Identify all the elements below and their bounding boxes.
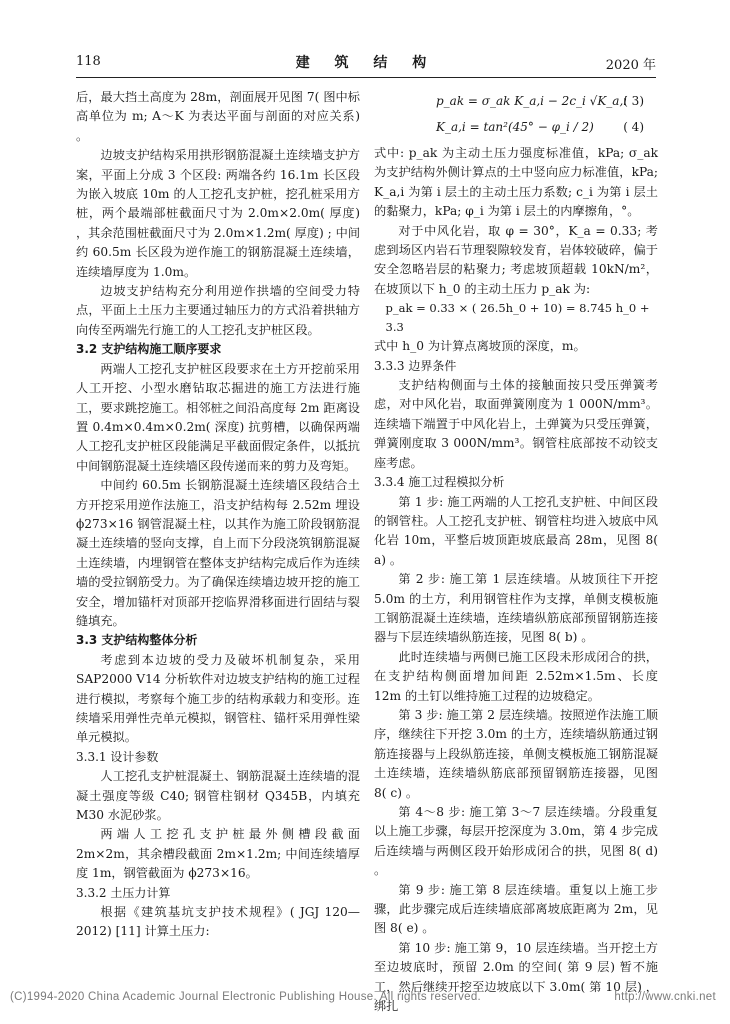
paragraph: 第 2 步: 施工第 1 层连续墙。从坡顶往下开挖 5.0m 的土方，利用钢管柱作为支撑，单侧支模板施工钢筋混凝土连续墙，连续墙纵筋底部预留钢筋连接器与下层连续墙纵筋连接，见图 8( b) 。: [374, 572, 658, 645]
page-footer: [10, 991, 720, 1003]
inline-formula: p_ak = 0.33 × ( 26.5h_0 + 10) = 8.745 h_0 + 3.3: [385, 301, 650, 335]
paragraph: 两端人工挖孔支护桩区段要求在土方开挖前采用人工开挖、小型水磨钻取芯掘进的施工方法进行施工，要求跳挖施工。相邻桩之间沿高度每 2m 距离设置 0.4m×0.4m×0.2m( 深度) 抗剪槽，以确保两端人工挖孔支护桩区段能满足平截面假定条件，以抵抗中间钢筋混凝土连续墙区段传递而来的剪力及弯矩。: [76, 361, 360, 473]
equation-4-expression: K_a,i = tan²(45° − φ_i / 2): [436, 120, 594, 134]
section-heading: 3.3 支护结构整体分析: [76, 633, 198, 648]
paragraph: 第 3 步: 施工第 2 层连续墙。按照逆作法施工顺序，继续往下开挖 3.0m 的土方，连续墙纵筋通过钢筋连接器与上段纵筋连接，单侧支模板施工钢筋混凝土连续墙，连续墙纵筋底部预留钢筋连接器，见图 8( c) 。: [374, 707, 658, 800]
paragraph: 此时连续墙与两侧已施工区段未形成闭合的拱，在支护结构侧面增加间距 2.52m×1.5m、长度 12m 的土钉以维持施工过程的边坡稳定。: [374, 649, 658, 703]
subsection-heading: 3.3.3 边界条件: [374, 358, 457, 373]
paragraph: 考虑到本边坡的受力及破坏机制复杂，采用 SAP2000 V14 分析软件对边坡支护结构的施工过程进行模拟，考察每个施工步的结构承载力和变形。连续墙采用弹性壳单元模拟，钢管柱、锚杆采用弹性梁单元模拟。: [76, 652, 360, 745]
equation-3-expression: p_ak = σ_ak K_a,i − 2c_i √K_a,i: [436, 94, 628, 108]
paragraph: 式中 h_0 为计算点离坡顶的深度，m。: [374, 339, 586, 354]
left-column: [76, 88, 360, 942]
header-rule: [76, 77, 656, 78]
copyright-notice: (C)1994-2020 China Academic Journal Electronic Publishing House. All rights reserved.: [10, 991, 482, 1003]
paragraph: 两端人工挖孔支护桩最外侧槽段截面 2m×2m，其余槽段截面 2m×1.2m; 中间连续墙厚度 1m，钢管截面为 ϕ273×16。: [76, 827, 360, 881]
paragraph: 边坡支护结构采用拱形钢筋混凝土连续墙支护方案，平面上分成 3 个区段: 两端各约 16.1m 长区段为嵌入坡底 10m 的人工挖孔支护桩，挖孔桩采用方桩，两个最端部桩截面尺寸为 2.0m×2.0m( 厚度) ，其余范围桩截面尺寸为 2.0m×1.2m( 厚度) ; 中间约 60.5m 长区段为逆作施工的钢筋混凝土连续墙，连续墙厚度为 1.0m。: [76, 148, 361, 279]
equation-3: [374, 88, 658, 114]
section-heading: 3.2 支护结构施工顺序要求: [76, 342, 222, 357]
paragraph: 根据《建筑基坑支护技术规程》( JGJ 120—2012) [11] 计算土压力:: [76, 905, 360, 939]
journal-title: 建 筑 结 构: [295, 55, 437, 71]
paragraph: 第 4～8 步: 施工第 3～7 层连续墙。分段重复以上施工步骤，每层开挖深度为 3.0m，第 4 步完成后连续墙与两侧区段开始形成闭合的拱，见图 8( d) 。: [374, 805, 658, 878]
page-header: [76, 50, 656, 74]
equation-4: [374, 114, 658, 144]
page-number: 118: [76, 54, 101, 69]
footer-url: http://www.cnki.net: [614, 991, 716, 1003]
paragraph: 式中: p_ak 为主动土压力强度标准值，kPa; σ_ak 为支护结构外侧计算点的土中竖向应力标准值，kPa; K_a,i 为第 i 层土的主动土压力系数; c_i 为第 i 层土的黏聚力，kPa; φ_i 为第 i 层土的内摩擦角，°。: [374, 146, 658, 219]
equation-4-number: ( 4): [623, 120, 644, 134]
paragraph: 后，最大挡土高度为 28m，剖面展开见图 7( 图中标高单位为 m; A～K 为表达平面与剖面的对应关系) 。: [76, 90, 360, 143]
paragraph: 人工挖孔支护桩混凝土、钢筋混凝土连续墙的混凝土强度等级 C40; 钢管柱钢材 Q345B，内填充 M30 水泥砂浆。: [76, 769, 360, 823]
subsection-heading: 3.3.1 设计参数: [76, 749, 159, 764]
paragraph: 第 9 步: 施工第 8 层连续墙。重复以上施工步骤，此步骤完成后连续墙底部离坡底距离为 2m，见图 8( e) 。: [374, 882, 658, 936]
paragraph: 第 10 步: 施工第 9，10 层连续墙。当开挖土方至边坡底时，预留 2.0m 的空间( 第 9 层) 暂不施工，然后继续开挖至边坡底以下 3.0m( 第 10 层) ，绑扎: [374, 940, 658, 1014]
paragraph: 支护结构侧面与土体的接触面按只受压弹簧考虑，对中风化岩，取面弹簧刚度为 1 000N/mm³。连续墙下端置于中风化岩上，土弹簧为只受压弹簧，弹簧刚度取 3 000N/mm³。钢管柱底部按不动铰支座考虑。: [374, 378, 658, 470]
subsection-heading: 3.3.4 施工过程模拟分析: [374, 475, 505, 490]
paragraph: 边坡支护结构充分利用逆作拱墙的空间受力特点，平面上土压力主要通过轴压力的方式沿着拱轴方向传至两端先行施工的人工挖孔支护桩区段。: [76, 284, 360, 337]
right-column: [374, 88, 658, 1016]
paragraph: 中间约 60.5m 长钢筋混凝土连续墙区段结合土方开挖采用逆作法施工，沿支护结构每 2.52m 埋设 ϕ273×16 钢管混凝土柱，以其作为施工阶段钢筋混凝土连续墙的竖向支撑，自上而下分段浇筑钢筋混凝土连续墙，内埋钢管在整体支护结构完成后作为连续墙的受拉钢筋受力。为了确保连续墙边坡开挖的施工安全，增加锚杆对顶部开挖临界滑移面进行固结与裂缝填充。: [76, 478, 360, 628]
equation-3-number: ( 3): [623, 94, 644, 108]
publication-year: 2020 年: [605, 58, 656, 73]
paragraph: 第 1 步: 施工两端的人工挖孔支护桩、中间区段的钢管柱。人工挖孔支护桩、钢管柱均进入坡底中风化岩 10m，平整后坡顶距坡底最高 28m，见图 8( a) 。: [374, 494, 658, 567]
paragraph: 对于中风化岩，取 φ = 30°，K_a = 0.33; 考虑到场区内岩石节理裂隙较发育，岩体较破碎，偏于安全忽略岩层的粘聚力; 考虑坡顶超载 10kN/m²，在坡顶以下 h_0 的主动土压力 p_ak 为:: [374, 223, 658, 296]
subsection-heading: 3.3.2 土压力计算: [76, 885, 171, 900]
